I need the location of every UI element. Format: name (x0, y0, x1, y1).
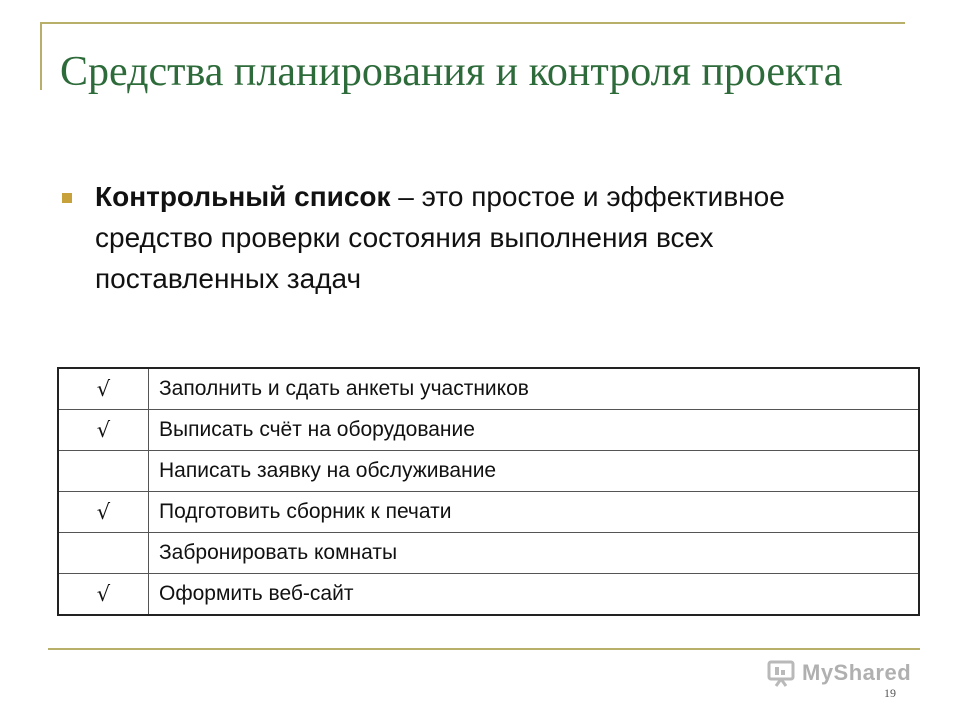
square-bullet-icon (62, 193, 72, 203)
bullet-definition: – это простое и эффективное средство проверки состояния выполнения всех поставленных задач (95, 181, 785, 294)
check-mark (58, 451, 149, 492)
watermark-logo (766, 658, 911, 688)
slide-title: Средства планирования и контроля проекта (60, 49, 843, 95)
task-cell: Оформить веб-сайт (149, 574, 920, 616)
check-mark: √ (58, 574, 149, 616)
check-mark: √ (58, 492, 149, 533)
check-mark (58, 533, 149, 574)
task-cell: Написать заявку на обслуживание (149, 451, 920, 492)
watermark-text: MyShared (802, 660, 912, 685)
bullet-bold-term: Контрольный список (95, 181, 391, 212)
task-cell: Выписать счёт на оборудование (149, 410, 920, 451)
task-cell: Заполнить и сдать анкеты участников (149, 368, 920, 410)
frame-top-line (40, 22, 905, 24)
table-row (58, 410, 919, 451)
table-row (58, 492, 919, 533)
frame-bottom-line (48, 648, 920, 650)
task-cell: Забронировать комнаты (149, 533, 920, 574)
task-cell: Подготовить сборник к печати (149, 492, 920, 533)
checklist-table (57, 367, 920, 616)
frame-left-line (40, 22, 42, 90)
bullet-paragraph (95, 176, 895, 299)
presentation-board-icon (766, 659, 796, 687)
page-number: 19 (884, 686, 896, 700)
table-row (58, 451, 919, 492)
table-row (58, 574, 919, 616)
check-mark: √ (58, 410, 149, 451)
table-row (58, 533, 919, 574)
table-row (58, 368, 919, 410)
check-mark: √ (58, 368, 149, 410)
